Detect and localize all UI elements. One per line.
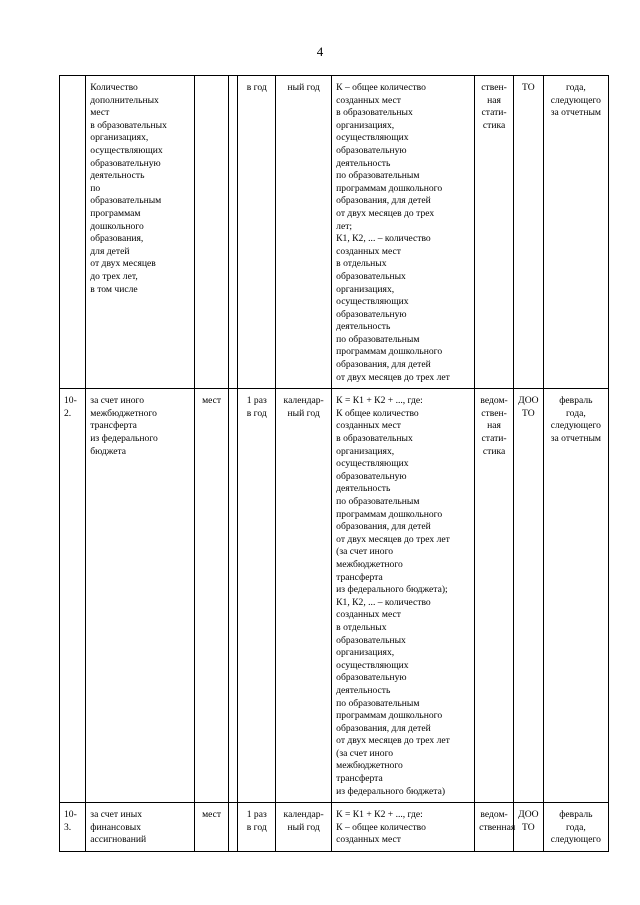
source-cell: ведом- ственная — [475, 803, 514, 852]
period-cell: ный год — [276, 76, 332, 389]
table-row — [60, 76, 609, 389]
formula-cell: К – общее количество созданных мест в образовательных организациях, осуществляющих образовательную деятельность по образовательным программам дошкольного образования, для детей от двух месяцев до трех лет; К1, К2, ... – количество созданных мест в отдельных образовательных организациях, осуществляющих образовательную деятельность по образовательным программам дошкольного образования, для детей от двух месяцев до трех лет — [332, 76, 475, 389]
frequency-cell: в год — [238, 76, 276, 389]
indicator-name: Количество дополнительных мест в образовательных организациях, осуществляющих образовательную деятельность по образовательным программам дошкольного образования, для детей от двух месяцев до трех лет, в том числе — [86, 76, 195, 389]
formula-cell: К = К1 + К2 + ..., где: К общее количество созданных мест в образовательных организациях, осуществляющих образовательную деятельность по образовательным программам дошкольного образования, для детей от двух месяцев до трех лет (за счет иного межбюджетного трансферта из федерального бюджета); К1, К2, ... – количество созданных мест в отдельных образовательных организациях, осуществляющих образовательную деятельность по образовательным программам дошкольного образования, для детей от двух месяцев до трех лет (за счет иного межбюджетного трансферта из федерального бюджета) — [332, 389, 475, 803]
row-number: 10-3. — [60, 803, 86, 852]
unit-cell: мест — [194, 803, 228, 852]
unit-cell — [194, 76, 228, 389]
formula-cell: К = К1 + К2 + ..., где: К – общее количество созданных мест — [332, 803, 475, 852]
empty-cell — [229, 803, 238, 852]
responsible-cell: ДОО ТО — [514, 803, 544, 852]
page-number: 4 — [316, 44, 324, 59]
deadline-cell: февраль года, следующего — [543, 803, 608, 852]
responsible-cell: ДОО ТО — [514, 389, 544, 803]
deadline-cell: февраль года, следующего за отчетным — [543, 389, 608, 803]
deadline-cell: года, следующего за отчетным — [543, 76, 608, 389]
unit-cell: мест — [194, 389, 228, 803]
source-cell: ствен- ная стати- стика — [475, 76, 514, 389]
row-number — [60, 76, 86, 389]
frequency-cell: 1 раз в год — [238, 389, 276, 803]
indicator-name: за счет иных финансовых ассигнований — [86, 803, 195, 852]
indicator-table — [59, 75, 609, 852]
frequency-cell: 1 раз в год — [238, 803, 276, 852]
source-cell: ведом- ствен- ная стати- стика — [475, 389, 514, 803]
responsible-cell: ТО — [514, 76, 544, 389]
empty-cell — [229, 76, 238, 389]
empty-cell — [229, 389, 238, 803]
period-cell: календар- ный год — [276, 803, 332, 852]
table-row — [60, 389, 609, 803]
period-cell: календар- ный год — [276, 389, 332, 803]
row-number: 10-2. — [60, 389, 86, 803]
indicator-name: за счет иного межбюджетного трансферта из федерального бюджета — [86, 389, 195, 803]
table-row — [60, 803, 609, 852]
